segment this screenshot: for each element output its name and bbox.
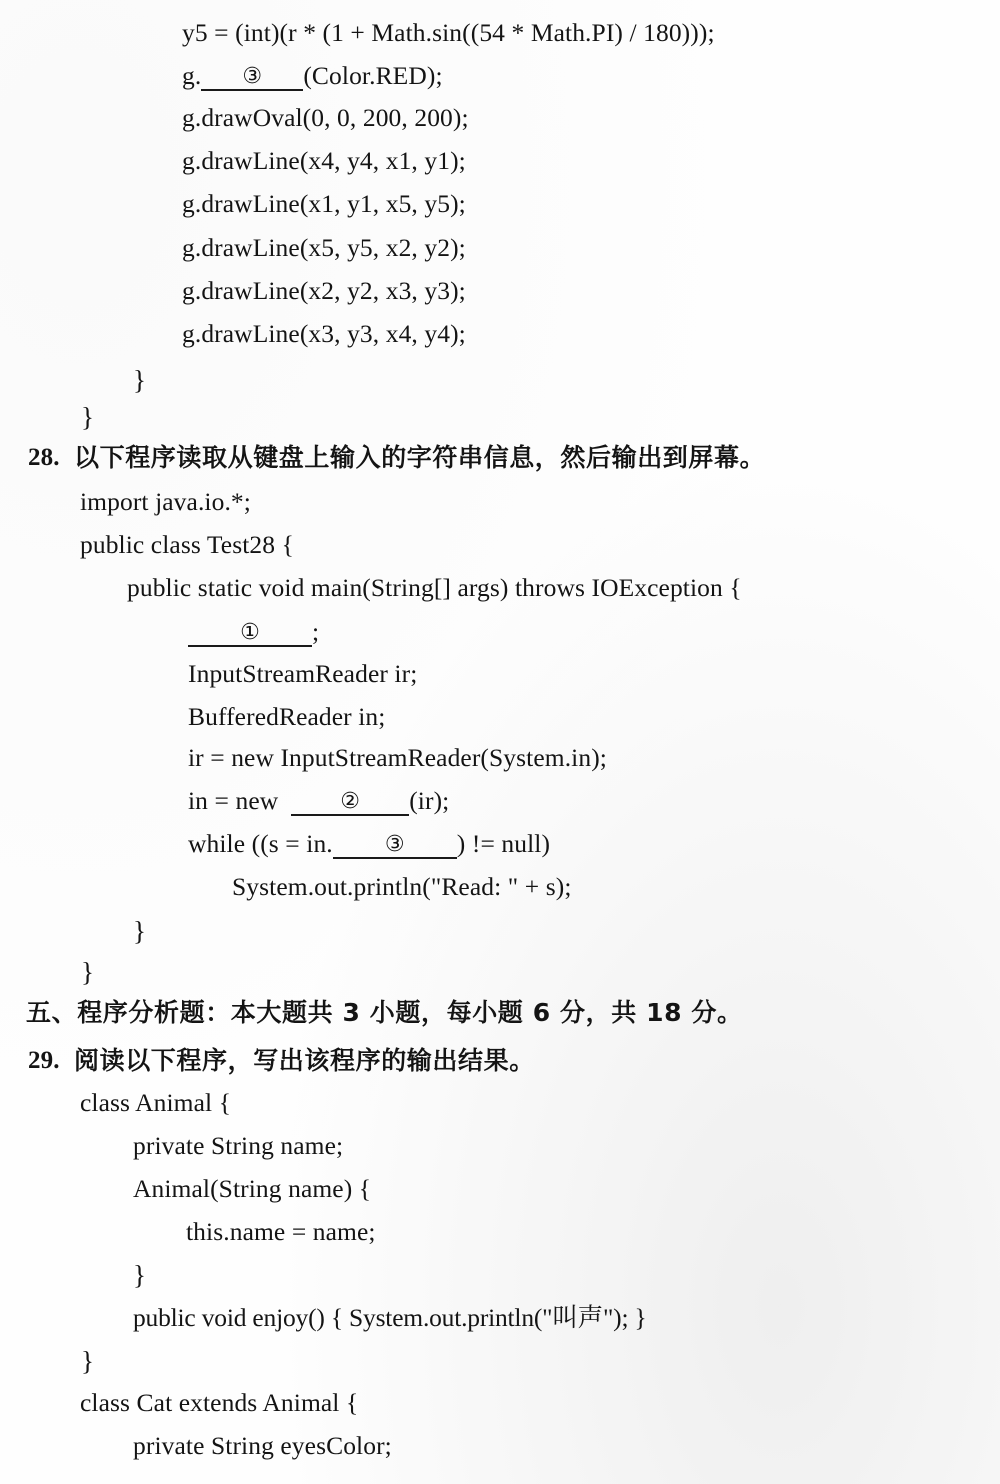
code-line: class Cat extends Animal {	[80, 1388, 359, 1417]
code-text: ) != null)	[456, 829, 551, 858]
code-line-blank-3	[188, 831, 550, 859]
code-line: System.out.println("Read: " + s);	[232, 872, 572, 901]
code-line-close-brace: }	[81, 402, 95, 432]
code-line-blank-1	[188, 619, 319, 647]
code-line: private String eyesColor;	[133, 1431, 392, 1460]
code-line: g.drawLine(x4, y4, x1, y1);	[182, 146, 466, 175]
code-line-close-brace: }	[81, 957, 95, 987]
code-line-close-brace: }	[133, 1260, 147, 1290]
code-line-blank-3	[182, 63, 443, 91]
code-text: while ((s = in.	[188, 829, 333, 858]
code-line-close-brace: }	[133, 365, 147, 395]
code-line: g.drawOval(0, 0, 200, 200);	[182, 103, 469, 132]
fill-in-blank[interactable]	[188, 619, 312, 647]
question-prompt-28: 以下程序读取从键盘上输入的字符串信息，然后输出到屏幕。	[74, 443, 766, 472]
circled-number-3: ③	[384, 832, 405, 857]
code-line: public static void main(String[] args) throws IOException {	[127, 573, 742, 602]
fill-in-blank[interactable]	[291, 788, 409, 816]
code-line: g.drawLine(x1, y1, x5, y5);	[182, 189, 466, 218]
fill-in-blank[interactable]	[333, 831, 457, 859]
code-line: ir = new InputStreamReader(System.in);	[188, 743, 607, 772]
question-number-28: 28.	[28, 444, 60, 471]
code-line: class Animal {	[80, 1088, 232, 1117]
code-line: private String name;	[133, 1131, 344, 1160]
code-line: public class Test28 {	[80, 530, 294, 559]
code-line: public void enjoy() { System.out.println("叫声"); }	[133, 1303, 647, 1332]
fill-in-blank[interactable]	[201, 63, 303, 91]
code-line: import java.io.*;	[80, 487, 251, 516]
code-line-close-brace: }	[133, 916, 147, 946]
code-line: this.name = name;	[186, 1217, 376, 1246]
code-line: Animal(String name) {	[133, 1174, 372, 1203]
section-heading-five: 五、程序分析题：本大题共 3 小题，每小题 6 分，共 18 分。	[26, 998, 743, 1027]
circled-number-3: ③	[242, 64, 263, 89]
question-number-29: 29.	[28, 1047, 60, 1074]
code-text: (Color.RED);	[303, 61, 443, 90]
code-line: g.drawLine(x3, y3, x4, y4);	[182, 319, 466, 348]
code-line-close-brace: }	[81, 1346, 95, 1376]
code-line-blank-2	[188, 788, 449, 816]
question-prompt-29: 阅读以下程序，写出该程序的输出结果。	[74, 1046, 535, 1075]
code-text: g.	[182, 61, 202, 90]
code-line: BufferedReader in;	[188, 702, 386, 731]
code-line: y5 = (int)(r * (1 + Math.sin((54 * Math.PI) / 180)));	[182, 18, 715, 47]
code-line: g.drawLine(x2, y2, x3, y3);	[182, 276, 466, 305]
code-line: InputStreamReader ir;	[188, 659, 418, 688]
code-text: ;	[312, 617, 320, 646]
circled-number-2: ②	[340, 789, 361, 814]
code-line: g.drawLine(x5, y5, x2, y2);	[182, 233, 466, 262]
circled-number-1: ①	[240, 620, 260, 645]
code-text: (ir);	[409, 786, 450, 815]
code-text: in = new	[188, 786, 292, 815]
